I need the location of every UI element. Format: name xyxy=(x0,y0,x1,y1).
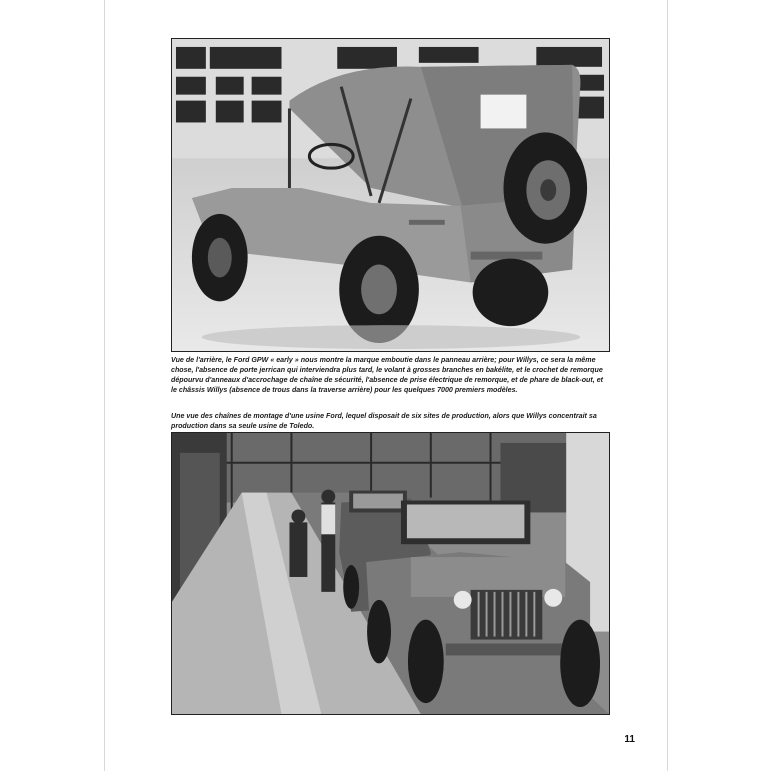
book-page xyxy=(104,0,668,771)
photo-jeep-rear-view xyxy=(171,38,610,352)
assembly-line-illustration xyxy=(172,433,609,714)
photo-ford-assembly-line xyxy=(171,432,610,715)
page-number: 11 xyxy=(624,734,635,745)
jeep-rear-view-illustration xyxy=(172,39,609,351)
caption-assembly-line: Une vue des chaînes de montage d'une usine Ford, lequel disposait de six sites de production, alors que Willys concentrait sa production dans sa seule usine de Toledo. xyxy=(171,412,597,430)
caption-jeep-rear-view: Vue de l'arrière, le Ford GPW « early » nous montre la marque emboutie dans le panneau arrière; pour Willys, ce sera la même chose, l'absence de porte jerrican qui interviendra plus tard, le volant à grosses branches en bakélite, et le crochet de remorque dépourvu d'anneaux d'accrochage de chaîne de sécurité, l'absence de prise électrique de remorque, et de phare de black-out, et le châssis Willys (absence de trous dans la traverse arrière) pour les quelques 7000 premiers modèles. xyxy=(171,356,604,394)
